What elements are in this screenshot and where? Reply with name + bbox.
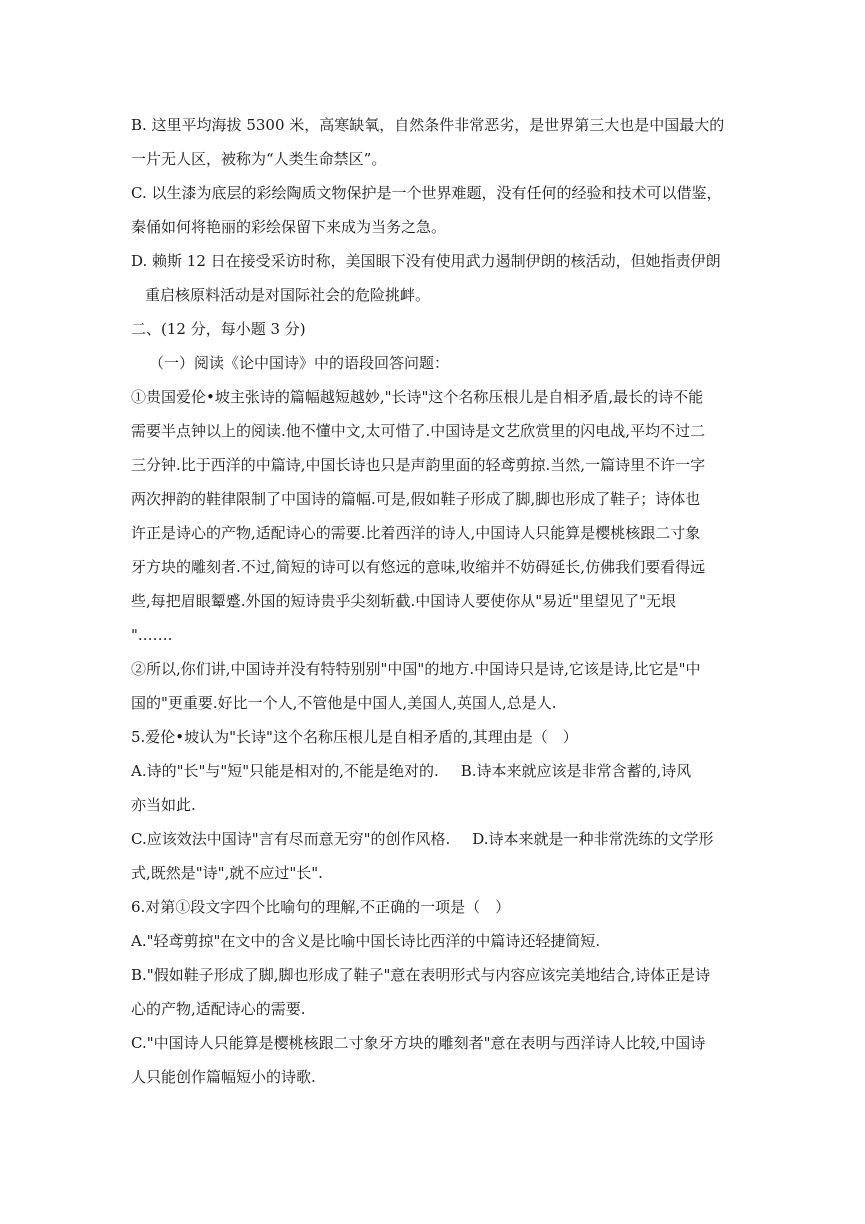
subsection-heading: （一）阅读《论中国诗》中的语段回答问题： — [149, 354, 450, 372]
option-row — [131, 822, 735, 856]
option-a: A.诗的"长"与"短"只能是相对的,不能是绝对的. — [131, 762, 439, 780]
question-5: 5.爱伦•坡认为"长诗"这个名称压根儿是自相矛盾的,其理由是（ ） — [131, 728, 578, 746]
text-line: 亦当如此. — [131, 796, 196, 814]
section-heading: 二、(12 分，每小题 3 分) — [131, 320, 306, 338]
option-b: B."假如鞋子形成了脚,脚也形成了鞋子"意在表明形式与内容应该完美地结合,诗体正是诗 — [131, 966, 711, 984]
text-line: ②所以,你们讲,中国诗并没有特特别别"中国"的地方.中国诗只是诗,它该是诗,比它是"中 — [131, 660, 701, 678]
text-line: 三分钟.比于西洋的中篇诗,中国长诗也只是声韵里面的轻鸢剪掠.当然,一篇诗里不许一字 — [131, 456, 706, 474]
text-line: 牙方块的雕刻者.不过,简短的诗可以有悠远的意味,收缩并不妨碍延长,仿佛我们要看得远 — [131, 558, 706, 576]
text-line: 人只能创作篇幅短小的诗歌. — [131, 1068, 316, 1086]
text-line: 需要半点钟以上的阅读.他不懂中文,太可惜了.中国诗是文艺欣赏里的闪电战,平均不过二 — [131, 422, 706, 440]
text-line: B. 这里平均海拔 5300 米，高寒缺氧，自然条件非常恶劣，是世界第三大也是中国最大的 — [131, 116, 725, 134]
text-line: 两次押韵的鞋律限制了中国诗的篇幅.可是,假如鞋子形成了脚,脚也形成了鞋子；诗体也 — [131, 490, 701, 508]
text-line: 些,每把眉眼颦蹙.外国的短诗贵乎尖刻斩截.中国诗人要使你从"易近"里望见了"无垠 — [131, 592, 677, 610]
text-line: C. 以生漆为底层的彩绘陶质文物保护是一个世界难题，没有任何的经验和技术可以借鉴， — [131, 184, 722, 202]
text-line: 秦俑如何将艳丽的彩绘保留下来成为当务之急。 — [131, 218, 447, 236]
text-line: D. 赖斯 12 日在接受采访时称，美国眼下没有使用武力遏制伊朗的核活动，但她指责伊朗 — [131, 252, 721, 270]
text-line: 一片无人区，被称为“人类生命禁区”。 — [131, 150, 387, 168]
option-c: C."中国诗人只能算是樱桃核跟二寸象牙方块的雕刻者"意在表明与西洋诗人比较,中国诗 — [131, 1034, 706, 1052]
text-line: ".…… — [131, 626, 173, 644]
document-page — [131, 108, 735, 1094]
option-row — [131, 754, 735, 788]
text-line: 许正是诗心的产物,适配诗心的需要.比着西洋的诗人,中国诗人只能算是樱桃核跟二寸象 — [131, 524, 701, 542]
text-line: 国的"更重要.好比一个人,不管他是中国人,美国人,英国人,总是人. — [131, 694, 557, 712]
option-a: A."轻鸢剪掠"在文中的含义是比喻中国长诗比西洋的中篇诗还轻捷简短. — [131, 932, 601, 950]
option-d: D.诗本来就是一种非常洗练的文学形 — [472, 830, 714, 848]
question-6: 6.对第①段文字四个比喻句的理解,不正确的一项是（ ） — [131, 898, 511, 916]
text-line: 式,既然是"诗",就不应过"长". — [131, 864, 323, 882]
text-line: 重启核原料活动是对国际社会的危险挑衅。 — [145, 286, 431, 304]
option-c: C.应该效法中国诗"言有尽而意无穷"的创作风格. — [131, 830, 451, 848]
option-b: B.诗本来就应该是非常含蓄的,诗风 — [460, 762, 692, 780]
text-line: ①贵国爱伦•坡主张诗的篇幅越短越妙,"长诗"这个名称压根儿是自相矛盾,最长的诗不能 — [131, 388, 704, 406]
text-line: 心的产物,适配诗心的需要. — [131, 1000, 306, 1018]
